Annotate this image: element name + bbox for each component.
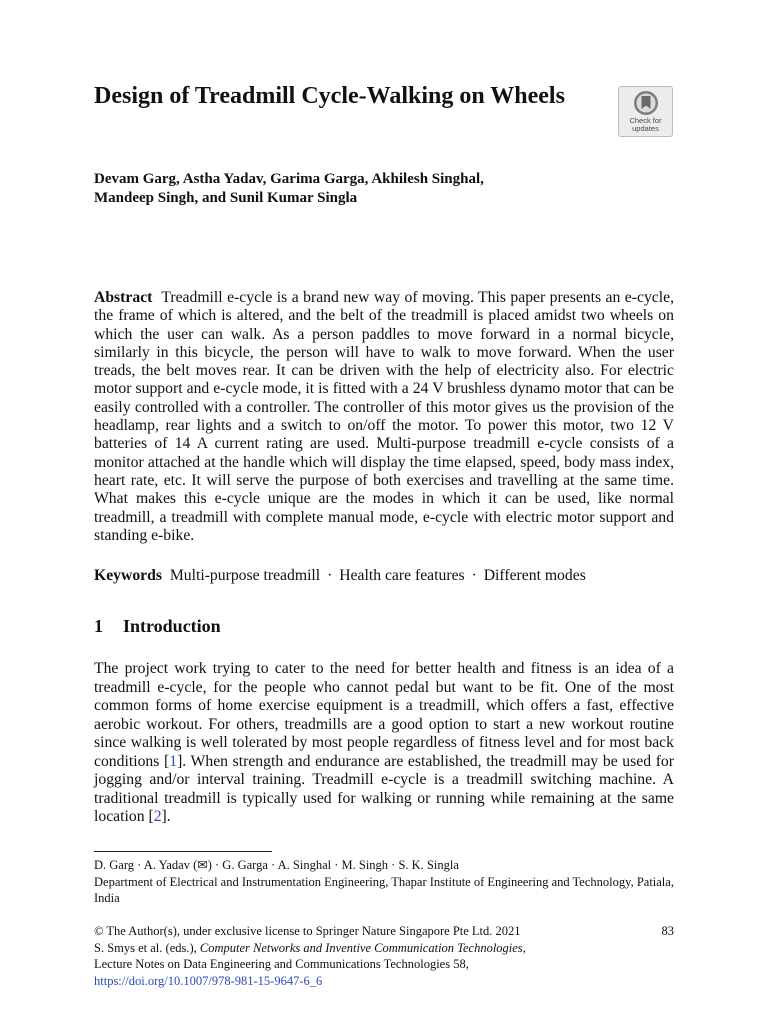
bookmark-ribbon-icon: [633, 90, 659, 116]
paper-title: Design of Treadmill Cycle-Walking on Wheels: [94, 83, 565, 109]
section-title: Introduction: [123, 616, 221, 636]
editors-line: [94, 940, 674, 957]
badge-line-1: Check for: [629, 116, 662, 125]
author-footnote: [94, 857, 674, 907]
copyright-line: © The Author(s), under exclusive license to Springer Nature Singapore Pte Ltd. 2021: [94, 924, 521, 938]
intro-text: ].: [161, 808, 171, 825]
page-number: 83: [661, 924, 674, 938]
section-number: 1: [94, 616, 103, 636]
series-line: Lecture Notes on Data Engineering and Communications Technologies 58,: [94, 957, 469, 971]
keyword-item: Different modes: [483, 567, 586, 584]
page-footer: [94, 923, 674, 989]
footnote-names-end: ) · G. Garga · A. Singhal · M. Singh · S. K. Singla: [207, 858, 459, 872]
keyword-separator: ·: [471, 567, 477, 584]
footnote-divider: [94, 851, 272, 852]
abstract-label: Abstract: [94, 289, 153, 306]
keywords: [94, 566, 674, 585]
editors: S. Smys et al. (eds.),: [94, 940, 197, 955]
keyword-separator: ·: [327, 567, 333, 584]
book-title: Computer Networks and Inventive Communication Technologies: [199, 940, 523, 955]
intro-text: The project work trying to cater to the need for better health and fitness is an idea of a treadmill e-cycle, for the people who cannot pedal but want to be fit. One of the most common forms of home exercise equipment is a treadmill, which offers a fast, effective aerobic workout. For others, treadmills are a good option to start a new workout routine since walking is well tolerated by most people regardless of fitness level and for most back conditions [: [94, 660, 674, 770]
badge-line-2: updates: [632, 124, 659, 133]
author-line-2: Mandeep Singh, and Sunil Kumar Singla: [94, 190, 358, 206]
intro-text: ]. When strength and endurance are established, the treadmill may be used for jogging and/or interval training. Treadmill e-cycle is a treadmill switching machine. A traditional treadmill is typically used for walking or running while remaining at the same location [: [94, 752, 674, 825]
author-line-1: Devam Garg, Astha Yadav, Garima Garga, Akhilesh Singhal,: [94, 171, 484, 187]
footnote-names: [94, 857, 674, 874]
doi-link[interactable]: https://doi.org/10.1007/978-981-15-9647-6_6: [94, 973, 323, 988]
check-for-updates-badge[interactable]: [618, 86, 673, 137]
citation-link[interactable]: 1: [169, 752, 178, 770]
keyword-item: Multi-purpose treadmill: [169, 567, 321, 584]
introduction-paragraph: [94, 660, 674, 827]
keywords-label: Keywords: [94, 567, 162, 584]
section-heading: [94, 615, 221, 637]
abstract: [94, 289, 674, 545]
book-title-comma: ,: [522, 940, 526, 955]
envelope-icon[interactable]: ✉: [197, 858, 208, 872]
footnote-affiliation: Department of Electrical and Instrumentation Engineering, Thapar Institute of Engineering and Technology, Patiala, India: [94, 874, 674, 905]
citation-link[interactable]: 2: [153, 808, 162, 825]
abstract-text: Treadmill e-cycle is a brand new way of moving. This paper presents an e-cycle, the frame of which is altered, and the belt of the treadmill is placed amidst two wheels on which the user can walk. As a person paddles to move forward in a normal bicycle, similarly in this bicycle, the person will have to walk to move forward. When the user treads, the belt moves rear. It can be driven with the help of electricity also. For electric motor support and e-cycle mode, it is fitted with a 24 V brushless dynamo motor that can be easily controlled with a controller. The controller of this motor gives us the provision of the headlamp, rear lights and a switch to on/off the motor. To power this motor, two 12 V batteries of 14 A current rating are used. Multi-purpose treadmill e-cycle consists of a monitor attached at the handle which will display the time elapsed, speed, body mass index, heart rate, etc. It will serve the purpose of both exercises and travelling at the same time. What makes this e-cycle unique are the modes in which it can be used, like normal treadmill, a treadmill with complete manual mode, e-cycle with electric motor support and standing e-bike.: [94, 289, 675, 544]
author-list: [94, 170, 694, 208]
footnote-names-start: D. Garg · A. Yadav (: [94, 858, 198, 872]
keyword-item: Health care features: [339, 567, 465, 584]
